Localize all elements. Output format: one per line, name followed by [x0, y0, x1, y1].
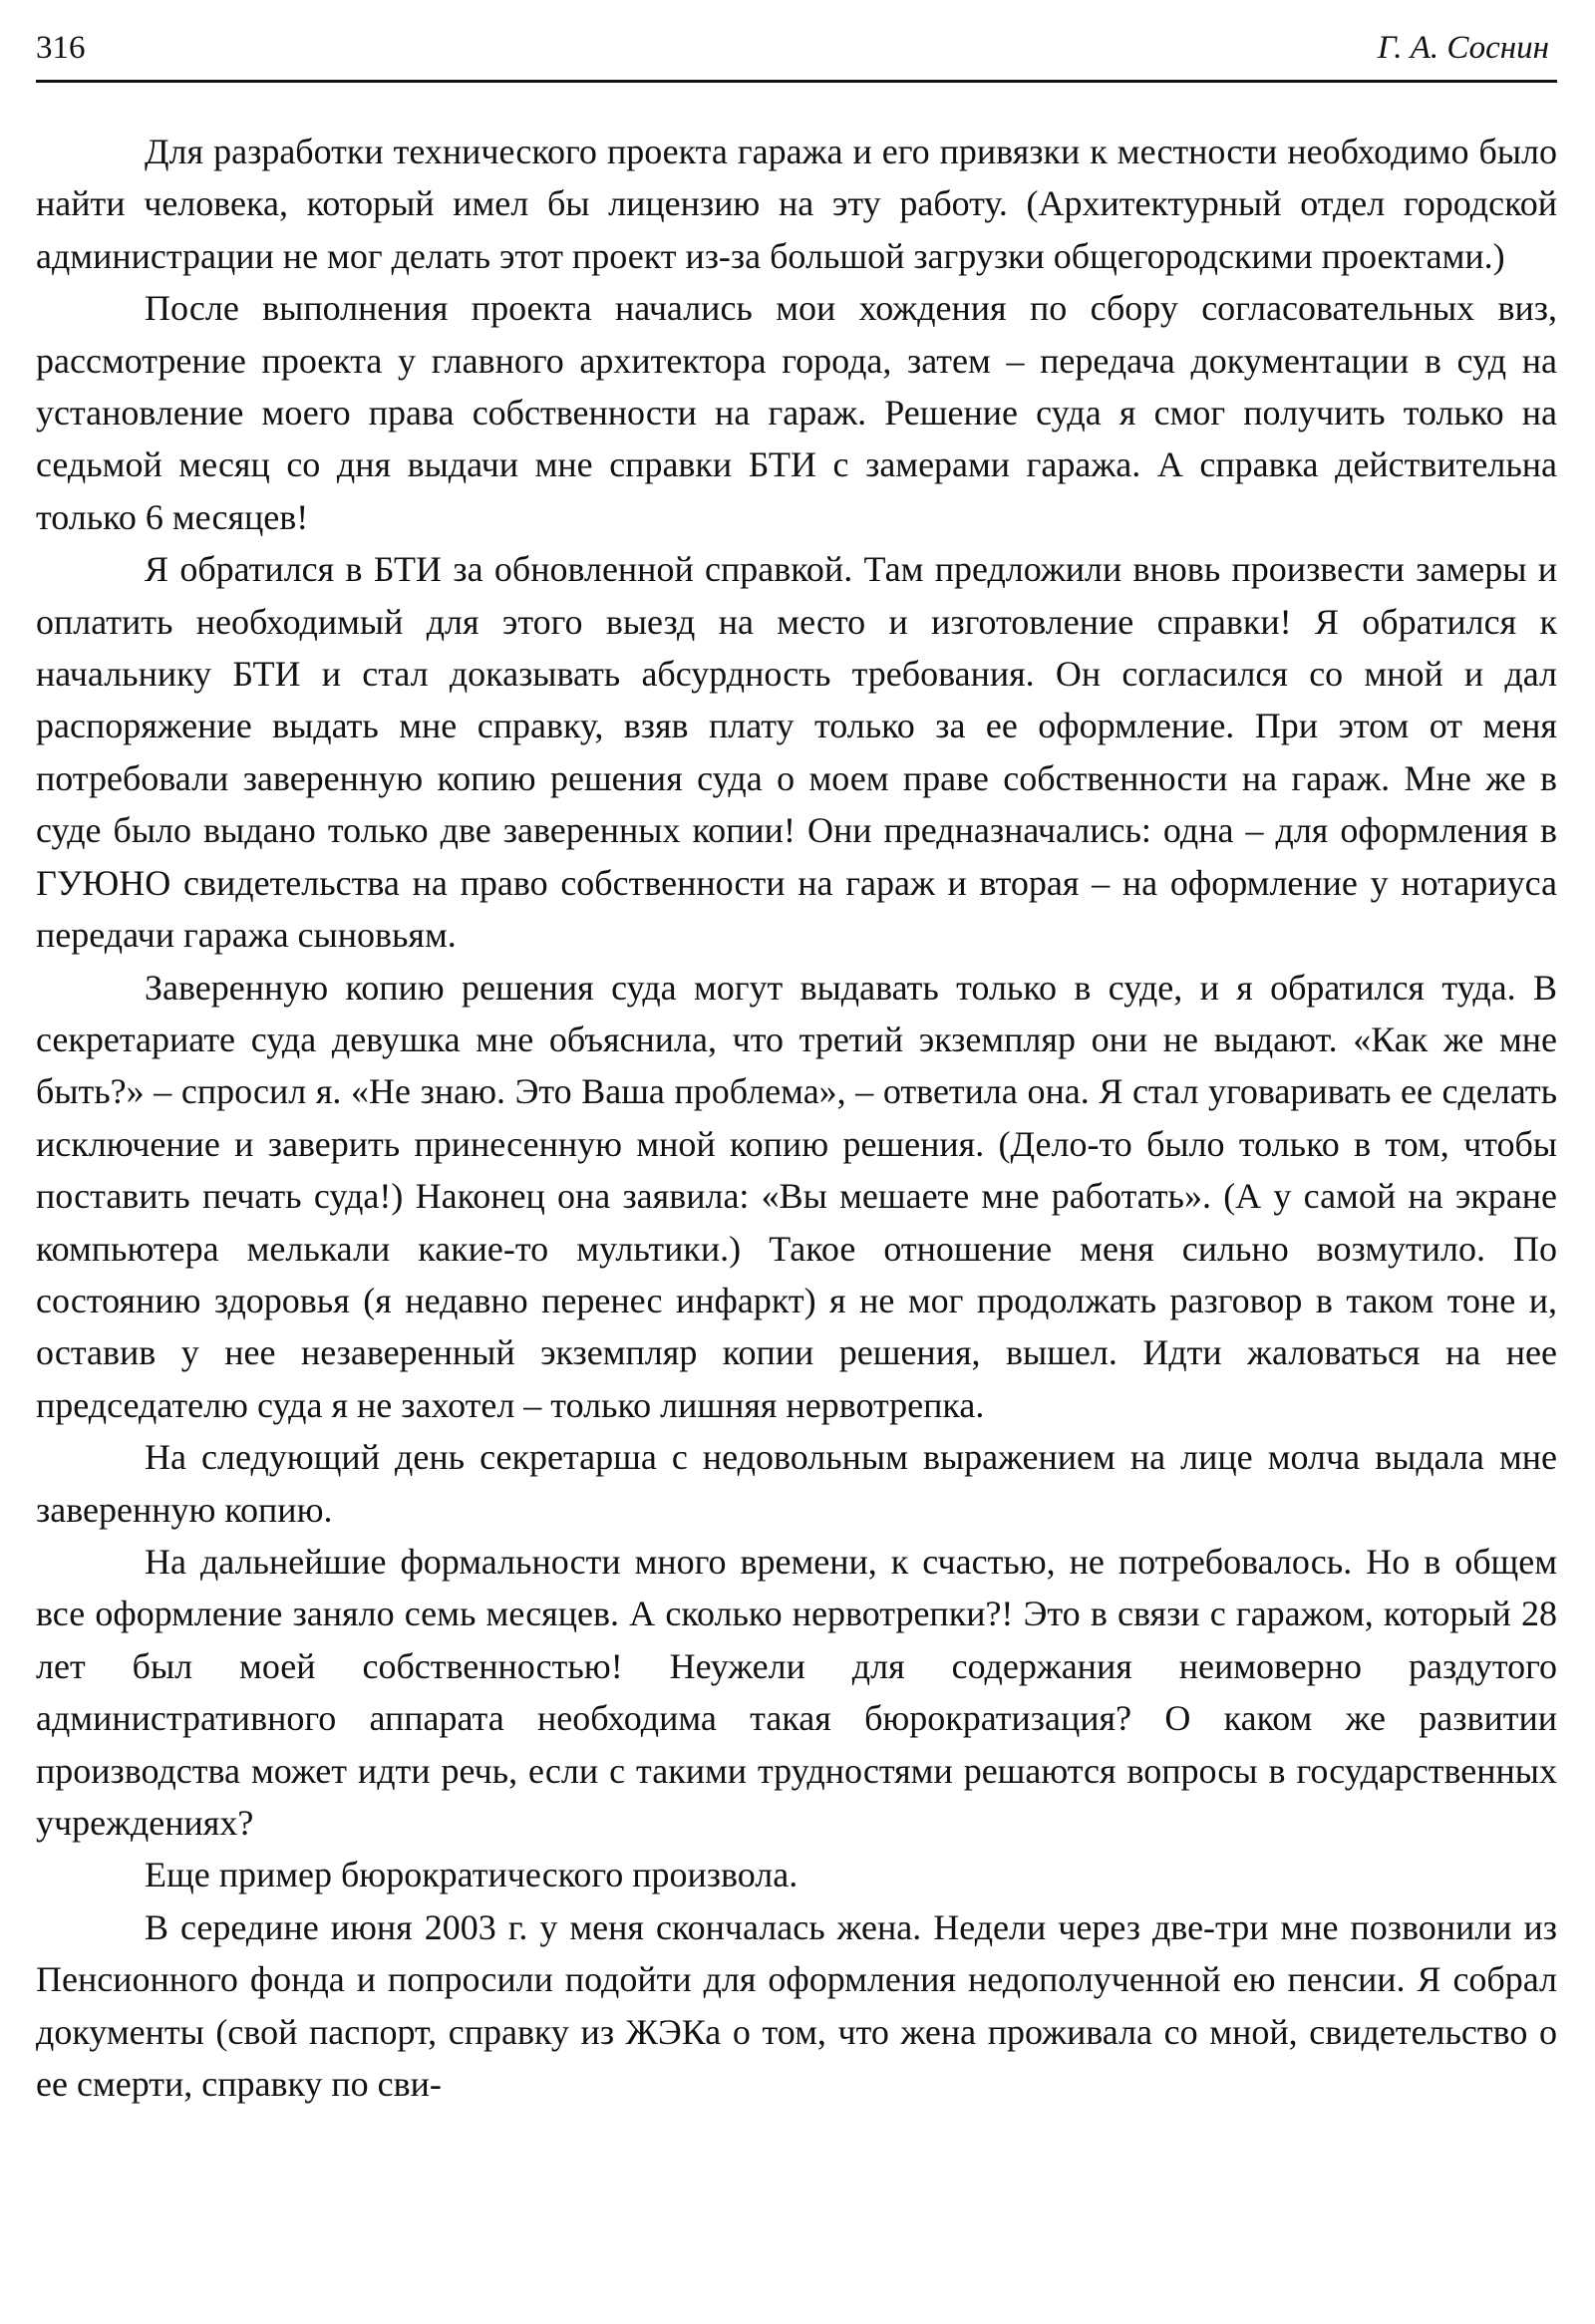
header-rule — [36, 80, 1557, 83]
page-number: 316 — [36, 30, 86, 66]
paragraph: После выполнения проекта начались мои хождения по сбору согласовательных виз, рассмотрение проекта у главного архитектора города, затем – передача документации в суд на установление моего права собственности на гараж. Решение суда я смог получить только на седьмой месяц со дня выдачи мне справки БТИ с замерами гаража. А справка действительна только 6 месяцев! — [36, 288, 1557, 537]
running-head — [36, 26, 1557, 78]
author-name: Г. А. Соснин — [1377, 30, 1549, 66]
paragraph: Я обратился в БТИ за обновленной справкой. Там предложили вновь произвести замеры и оплатить необходимый для этого выезд на место и изготовление справки! Я обратился к начальнику БТИ и стал доказывать абсурдность требования. Он согласился со мной и дал распоряжение выдать мне справку, взяв плату только за ее оформление. При этом от меня потребовали заверенную копию решения суда о моем праве собственности на гараж. Мне же в суде было выдано только две заверенных копии! Они предназначались: одна – для оформления в ГУЮНО свидетельства на право собственности на гараж и вторая – на оформление у нотариуса передачи гаража сыновьям. — [36, 549, 1557, 956]
paragraph: Еще пример бюрократического произвола. — [145, 1855, 798, 1895]
paragraph: В середине июня 2003 г. у меня скончалась жена. Недели через две-три мне позвонили из Пенсионного фонда и попросили подойти для оформления недополученной ею пенсии. Я собрал документы (свой паспорт, справку из ЖЭКа о том, что жена проживала со мной, свидетельство о ее смерти, справку по сви- — [36, 1906, 1557, 2105]
paragraph: Заверенную копию решения суда могут выдавать только в суде, и я обратился туда. В секретариате суда девушка мне объяснила, что третий экземпляр они не выдают. «Как же мне быть?» – спросил я. «Не знаю. Это Ваша проблема», – ответила она. Я стал уговаривать ее сделать исключение и заверить принесенную мной копию решения. (Дело-то было только в том, чтобы поставить печать суда!) Наконец она заявила: «Вы мешаете мне работать». (А у самой на экране компьютера мелькали какие-то мультики.) Такое отношение меня сильно возмутило. По состоянию здоровья (я недавно перенес инфаркт) я не мог продолжать разговор в таком тоне и, оставив у нее незаверенный экземпляр копии решения, вышел. Идти жаловаться на нее председателю суда я не захотел – только лишняя нервотрепка. — [36, 967, 1557, 1425]
paragraph: На следующий день секретарша с недовольным выражением на лице молча выдала мне заверенную копию. — [36, 1437, 1557, 1530]
paragraph: Для разработки технического проекта гаража и его привязки к местности необходимо было найти человека, который имел бы лицензию на эту работу. (Архитектурный отдел городской администрации не мог делать этот проект из-за большой загрузки общегородскими проектами.) — [36, 132, 1557, 276]
body-text — [36, 126, 1557, 2110]
paragraph: На дальнейшие формальности много времени, к счастью, не потребовалось. Но в общем все оформление заняло семь месяцев. А сколько нервотрепки?! Это в связи с гаражом, который 28 лет был моей собственностью! Неужели для содержания неимоверно раздутого административного аппарата необходима такая бюрократизация? О каком же развитии производства может идти речь, если с такими трудностями решаются вопросы в государственных учреждениях? — [36, 1541, 1557, 1843]
